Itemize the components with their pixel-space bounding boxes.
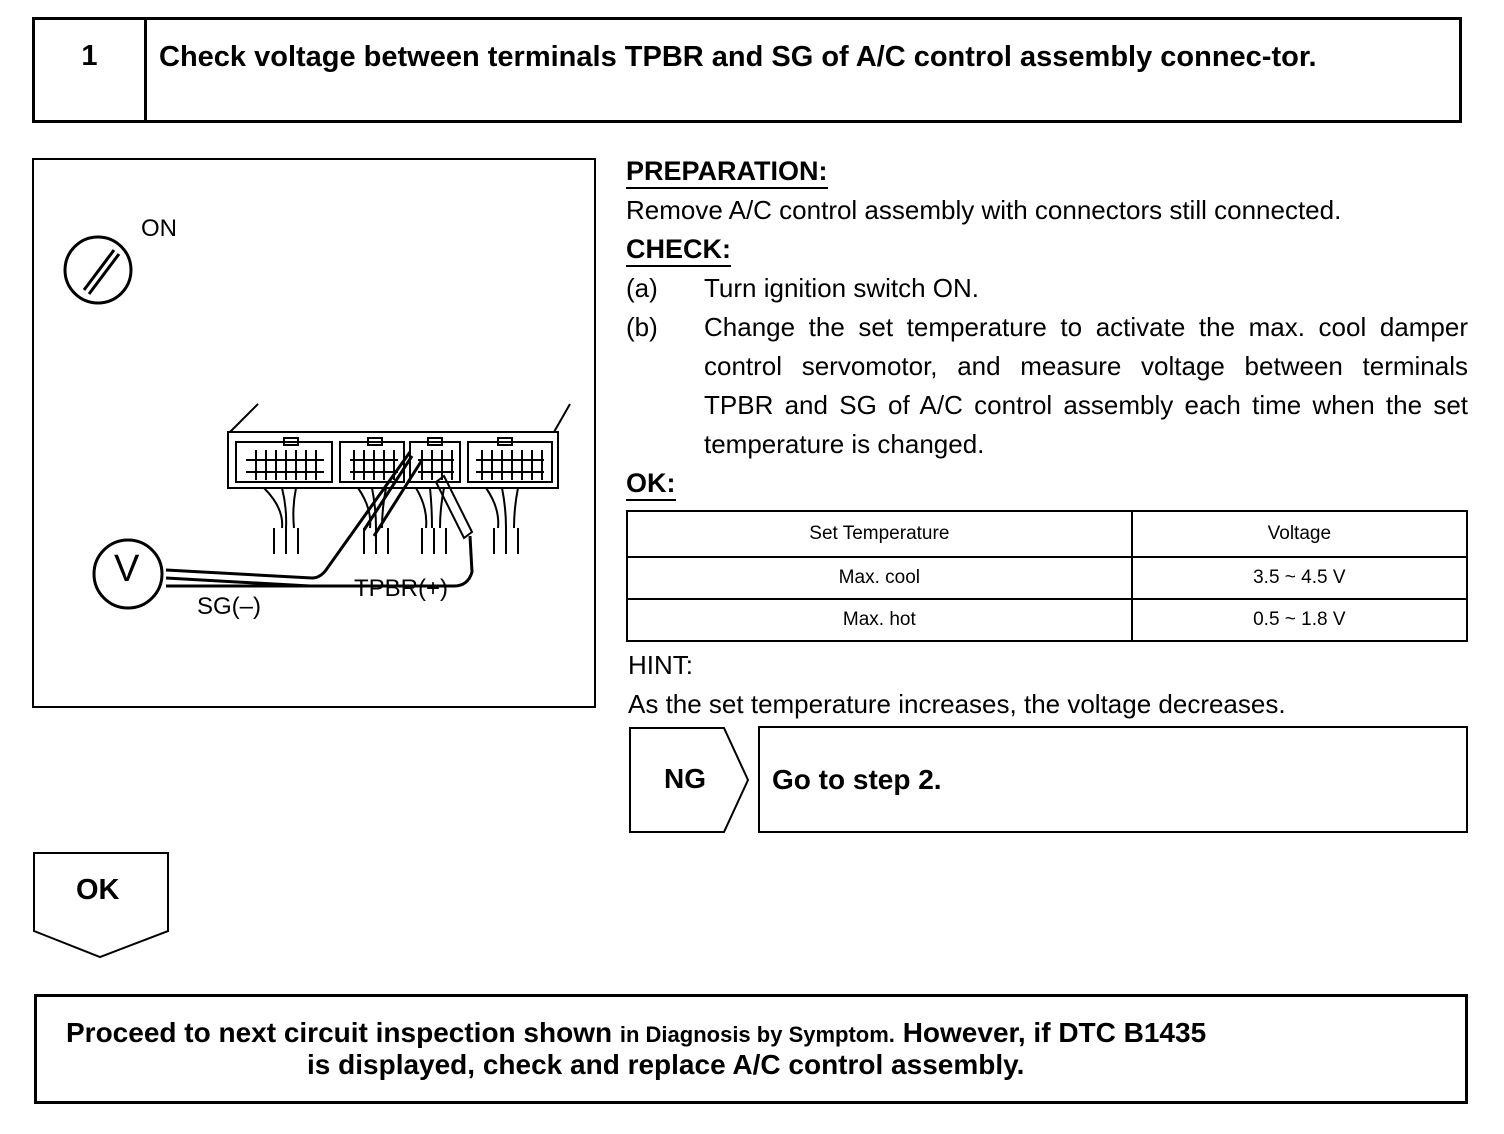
switch-on-label: ON [141, 215, 177, 242]
step-number: 1 [35, 20, 147, 120]
hint-text: As the set temperature increases, the voltage decreases. [628, 689, 1286, 719]
ok-heading: OK: [626, 467, 676, 501]
tpbr-terminal-label: TPBR(+) [354, 575, 449, 602]
check-item-text: Change the set temperature to activate the max. cool damper control servomotor, and measure voltage between terminals TPBR and SG of A/C control assembly each time when the set temperature is changed. [704, 312, 1468, 459]
table-row [627, 557, 1467, 599]
table-header-row [627, 511, 1467, 557]
voltmeter-label: V [114, 548, 140, 590]
preparation-heading: PREPARATION: [626, 155, 828, 189]
spec-table [626, 510, 1468, 642]
result-line-1 [66, 1017, 1206, 1050]
ng-action: Go to step 2. [758, 726, 1468, 833]
hint-block [628, 646, 1286, 724]
table-cell: Max. cool [627, 557, 1132, 599]
result-box [34, 994, 1468, 1104]
connector-diagram [34, 160, 594, 706]
check-item-marker: (a) [626, 273, 658, 303]
step-header [32, 17, 1462, 123]
table-row [627, 599, 1467, 641]
ignition-switch-icon [65, 237, 131, 303]
result-text-3: However, if DTC B1435 [894, 1017, 1207, 1048]
check-item [626, 269, 1468, 308]
result-line-2: is displayed, check and replace A/C control assembly. [307, 1049, 1025, 1080]
check-item-text: Turn ignition switch ON. [704, 273, 980, 303]
ok-branch-label: OK [76, 874, 120, 906]
wiring-illustration [32, 158, 596, 708]
procedure-text [626, 152, 1468, 503]
check-item [626, 308, 1468, 464]
check-item-marker: (b) [626, 312, 658, 342]
result-text-2: in Diagnosis by Symptom. [619, 1022, 895, 1047]
sg-terminal-label: SG(–) [197, 593, 262, 620]
table-cell: Max. hot [627, 599, 1132, 641]
check-heading: CHECK: [626, 233, 731, 267]
table-header: Voltage [1132, 511, 1467, 557]
hint-label: HINT: [628, 650, 693, 680]
table-header: Set Temperature [627, 511, 1132, 557]
table-cell: 3.5 ~ 4.5 V [1132, 557, 1467, 599]
result-text-1: Proceed to next circuit inspection shown [66, 1017, 620, 1048]
connector-icon [228, 404, 570, 554]
preparation-text: Remove A/C control assembly with connectors still connected. [626, 195, 1342, 225]
step-title: Check voltage between terminals TPBR and SG of A/C control assembly connec-tor. [159, 41, 1317, 73]
table-cell: 0.5 ~ 1.8 V [1132, 599, 1467, 641]
ng-label: NG [664, 763, 706, 794]
